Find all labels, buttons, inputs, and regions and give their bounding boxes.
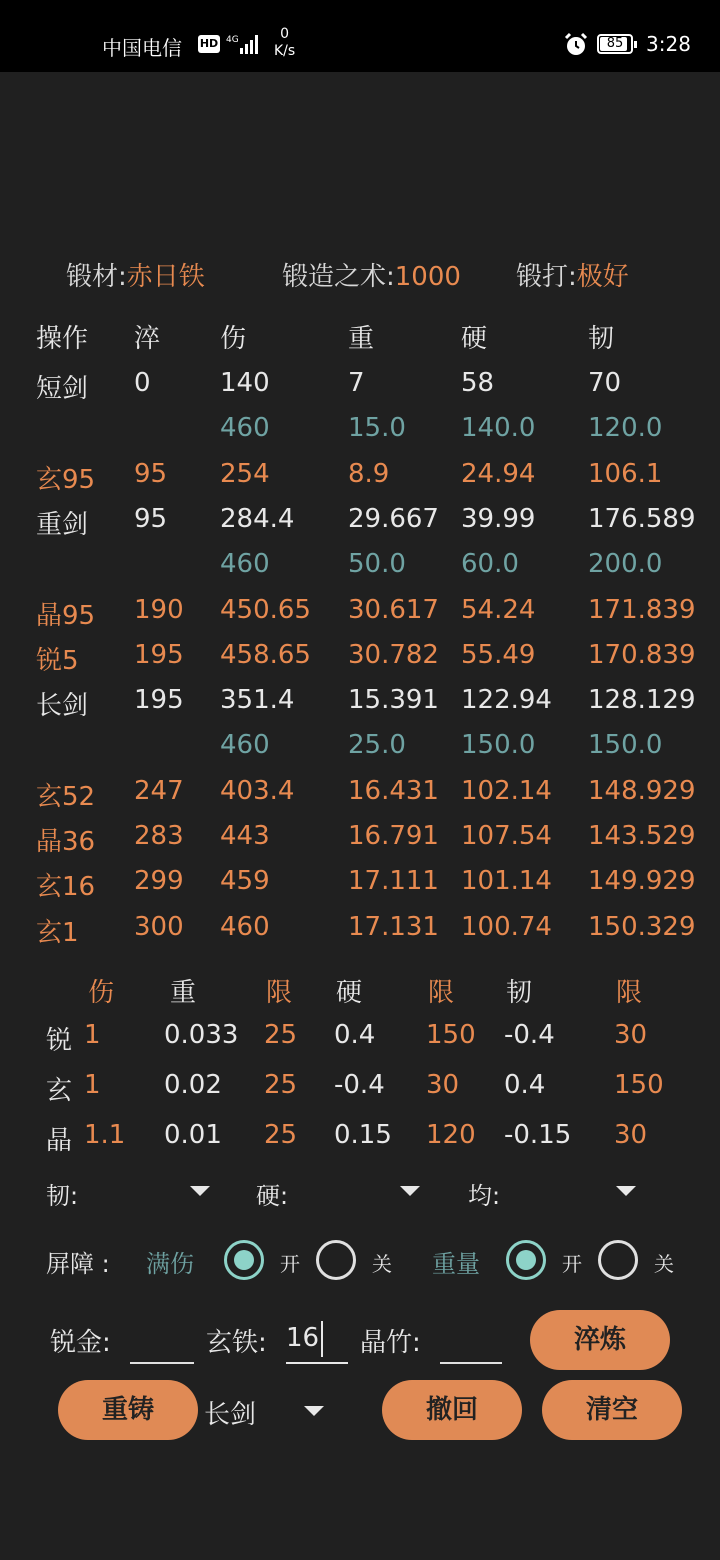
material-cell: 120	[426, 1120, 476, 1150]
table-cell: 460	[220, 730, 270, 761]
material-cell: 25	[264, 1020, 298, 1050]
table-cell: 60.0	[461, 549, 519, 580]
hd-icon: HD	[198, 35, 220, 53]
table-cell: 95	[134, 503, 168, 534]
table-cell: 50.0	[348, 549, 406, 580]
net-speed-unit: K/s	[274, 43, 296, 59]
skill-label: 锻造之术:	[282, 262, 395, 292]
material-header-cell: 限	[266, 978, 293, 1008]
material-cell: 0.033	[164, 1020, 239, 1050]
table-cell: 460	[220, 549, 270, 580]
material-cell: -0.4	[334, 1070, 385, 1100]
jingzhu-label: 晶竹:	[360, 1328, 421, 1358]
table-cell: 106.1	[588, 458, 663, 489]
material-cell: 30	[426, 1070, 460, 1100]
table-cell: 7	[348, 368, 365, 398]
ruijin-input[interactable]	[130, 1314, 194, 1364]
table-cell: 39.99	[461, 503, 536, 534]
table-cell: 95	[134, 458, 168, 489]
material-multiplier: 1.1	[84, 1120, 126, 1150]
table-cell: 458.65	[220, 639, 311, 670]
material-value: 赤日铁	[126, 262, 205, 292]
weapon-dropdown-arrow-icon[interactable]	[304, 1406, 324, 1416]
skill-info	[282, 256, 461, 293]
table-cell: 351.4	[220, 685, 295, 716]
table-cell: 24.94	[461, 458, 536, 489]
skill-value: 1000	[394, 262, 461, 292]
table-header-cell: 淬	[134, 324, 161, 354]
full-dmg-on-label: 开	[280, 1252, 300, 1276]
weight-off-radio[interactable]	[598, 1240, 638, 1280]
jun-dropdown-arrow-icon[interactable]	[616, 1186, 636, 1196]
table-cell: 17.111	[348, 866, 439, 897]
table-cell: 299	[134, 866, 184, 897]
table-cell: 190	[134, 594, 184, 625]
ying-dropdown-arrow-icon[interactable]	[400, 1186, 420, 1196]
table-cell: 玄16	[36, 872, 96, 903]
table-cell: 122.94	[461, 685, 552, 716]
table-cell: 150.0	[588, 730, 663, 761]
table-cell: 长剑	[36, 691, 89, 722]
table-cell: 283	[134, 821, 184, 851]
jingzhu-input[interactable]	[440, 1314, 502, 1364]
net-speed	[274, 26, 295, 60]
ren-dropdown-arrow-icon[interactable]	[190, 1186, 210, 1196]
table-cell: 70	[588, 368, 622, 398]
full-dmg-off-radio[interactable]	[316, 1240, 356, 1280]
table-header-cell: 重	[348, 324, 375, 354]
table-cell: 锐5	[36, 645, 79, 676]
table-cell: 30.617	[348, 594, 439, 625]
forge-info	[516, 256, 629, 293]
material-name: 锐	[46, 1026, 73, 1056]
table-header-cell: 伤	[220, 324, 247, 354]
carrier-name: 中国电信	[102, 36, 182, 60]
material-info	[66, 256, 205, 293]
table-cell: 171.839	[588, 594, 696, 625]
clock: 3:28	[646, 32, 691, 56]
material-cell: 0.4	[334, 1020, 376, 1050]
table-cell: 148.929	[588, 775, 696, 806]
table-cell: 101.14	[461, 866, 552, 897]
chehui-button[interactable]: 撤回	[382, 1380, 522, 1440]
table-cell: 重剑	[36, 509, 89, 540]
table-cell: 460	[220, 911, 270, 942]
ying-select-label: 硬:	[256, 1182, 289, 1210]
table-cell: 30.782	[348, 639, 439, 670]
table-cell: 170.839	[588, 639, 696, 670]
table-cell: 120.0	[588, 413, 663, 444]
table-cell: 460	[220, 413, 270, 444]
weight-off-label: 关	[654, 1252, 674, 1276]
battery-icon	[597, 34, 633, 54]
table-cell: 29.667	[348, 503, 439, 534]
table-cell: 195	[134, 685, 184, 716]
forge-value: 极好	[576, 262, 629, 292]
battery-level: 85	[606, 36, 624, 51]
weight-label: 重量	[432, 1250, 480, 1278]
table-header-cell: 硬	[461, 324, 488, 354]
xuantie-label: 玄铁:	[206, 1328, 267, 1358]
table-header-cell: 操作	[36, 324, 89, 354]
full-dmg-label: 满伤	[146, 1250, 194, 1278]
material-header-cell: 硬	[336, 978, 363, 1008]
table-cell: 晶95	[36, 600, 96, 631]
table-cell: 107.54	[461, 821, 552, 851]
material-cell: 0.02	[164, 1070, 222, 1100]
table-cell: 102.14	[461, 775, 552, 806]
table-cell: 16.791	[348, 821, 439, 851]
chongzhu-button[interactable]: 重铸	[58, 1380, 198, 1440]
material-header-cell: 限	[428, 978, 455, 1008]
table-cell: 443	[220, 821, 270, 851]
table-cell: 100.74	[461, 911, 552, 942]
material-header-cell: 韧	[506, 978, 533, 1008]
alarm-icon	[563, 32, 589, 58]
net-speed-value: 0	[280, 26, 290, 42]
table-header-cell: 韧	[588, 324, 615, 354]
table-cell: 短剑	[36, 374, 89, 404]
barrier-label: 屏障 :	[46, 1250, 110, 1278]
material-multiplier: 1	[84, 1070, 101, 1100]
text-cursor	[321, 1321, 323, 1357]
material-cell: 30	[614, 1120, 648, 1150]
table-cell: 403.4	[220, 775, 295, 806]
table-cell: 8.9	[348, 458, 390, 489]
ren-select-label: 韧:	[46, 1182, 79, 1210]
material-cell: 150	[426, 1020, 476, 1050]
material-cell: -0.4	[504, 1020, 555, 1050]
table-cell: 玄52	[36, 781, 96, 812]
material-cell: 30	[614, 1020, 648, 1050]
table-cell: 247	[134, 775, 184, 806]
jun-select-label: 均:	[468, 1182, 501, 1210]
table-cell: 25.0	[348, 730, 406, 761]
table-cell: 55.49	[461, 639, 536, 670]
material-header-cell: 重	[170, 978, 197, 1008]
table-cell: 17.131	[348, 911, 439, 942]
material-cell: 25	[264, 1070, 298, 1100]
table-cell: 150.0	[461, 730, 536, 761]
table-cell: 450.65	[220, 594, 311, 625]
table-cell: 284.4	[220, 503, 295, 534]
weight-on-radio[interactable]	[506, 1240, 546, 1280]
material-cell: 150	[614, 1070, 664, 1100]
weapon-select-value[interactable]: 长剑	[204, 1400, 257, 1430]
full-dmg-on-radio[interactable]	[224, 1240, 264, 1280]
table-cell: 176.589	[588, 503, 696, 534]
table-cell: 254	[220, 458, 270, 489]
material-name: 玄	[46, 1076, 73, 1106]
material-cell: 25	[264, 1120, 298, 1150]
table-cell: 晶36	[36, 827, 96, 857]
table-cell: 16.431	[348, 775, 439, 806]
material-header-cell: 伤	[88, 978, 115, 1008]
table-cell: 143.529	[588, 821, 696, 851]
material-cell: 0.01	[164, 1120, 222, 1150]
table-cell: 300	[134, 911, 184, 942]
material-name: 晶	[46, 1126, 73, 1156]
material-cell: 0.15	[334, 1120, 392, 1150]
table-cell: 0	[134, 368, 151, 398]
forge-label: 锻打:	[516, 262, 577, 292]
table-cell: 195	[134, 639, 184, 670]
table-cell: 200.0	[588, 549, 663, 580]
material-cell: 0.4	[504, 1070, 546, 1100]
svg-text:4G: 4G	[226, 35, 239, 45]
cuilian-button[interactable]: 淬炼	[530, 1310, 670, 1370]
ruijin-label: 锐金:	[50, 1328, 111, 1358]
table-cell: 15.0	[348, 413, 406, 444]
table-cell: 128.129	[588, 685, 696, 716]
table-cell: 玄1	[36, 917, 79, 948]
table-cell: 140	[220, 368, 270, 398]
table-cell: 玄95	[36, 464, 96, 495]
material-label: 锻材:	[66, 262, 127, 292]
table-cell: 58	[461, 368, 495, 398]
table-cell: 150.329	[588, 911, 696, 942]
table-cell: 140.0	[461, 413, 536, 444]
xuantie-input-value: 16	[286, 1323, 320, 1353]
signal-icon	[226, 32, 266, 56]
material-cell: -0.15	[504, 1120, 572, 1150]
weight-on-label: 开	[562, 1252, 582, 1276]
table-cell: 54.24	[461, 594, 536, 625]
xuantie-input[interactable]	[286, 1314, 348, 1364]
material-header-cell: 限	[616, 978, 643, 1008]
qingkong-button[interactable]: 清空	[542, 1380, 682, 1440]
table-cell: 459	[220, 866, 270, 897]
table-cell: 149.929	[588, 866, 696, 897]
full-dmg-off-label: 关	[372, 1252, 392, 1276]
status-bar	[0, 0, 720, 72]
table-cell: 15.391	[348, 685, 439, 716]
material-multiplier: 1	[84, 1020, 101, 1050]
